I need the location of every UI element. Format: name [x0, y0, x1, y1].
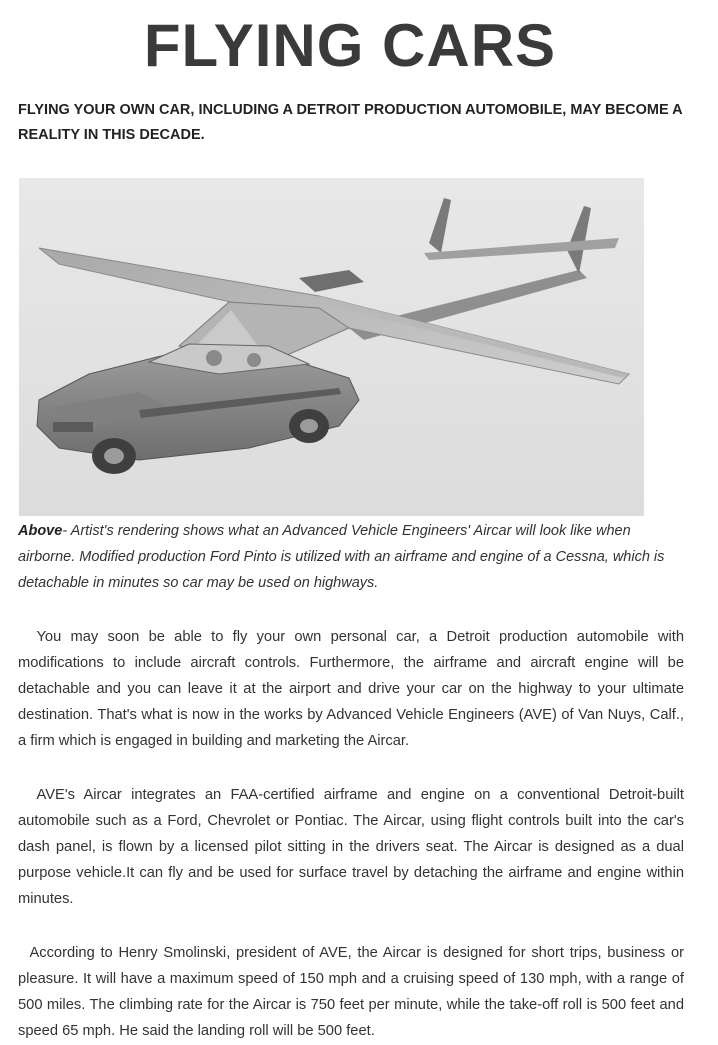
body-paragraph: You may soon be able to fly your own personal car, a Detroit production automobile with modifications to include aircraft controls. Furthermore, the airframe and aircraft engine will be detachable and you can leave it at the airport and drive your car on the highway to your ultimate destination. That's what is now in the works by Advanced Vehicle Engineers (AVE) of Van Nuys, Calf., a firm which is engaged in building and marketing the Aircar.: [18, 629, 684, 749]
caption-lead: Above: [18, 523, 63, 539]
body-paragraph: According to Henry Smolinski, president of AVE, the Aircar is designed for short trips, business or pleasure. It will have a maximum speed of 150 mph and a cruising speed of 130 mph, with a range of 500 miles. The climbing rate for the Aircar is 750 feet per minute, while the take-off roll is 500 feet and speed 65 mph. He said the landing roll will be 500 feet.: [18, 945, 684, 1039]
caption-text: - Artist's rendering shows what an Advanced Vehicle Engineers' Aircar will look like when airborne. Modified production Ford Pinto is utilized with an airframe and engine of a Cessna, which is detachable in minutes so car may be used on highways.: [18, 523, 665, 591]
photo-caption: [18, 518, 686, 596]
article-subtitle: FLYING YOUR OWN CAR, INCLUDING A DETROIT PRODUCTION AUTOMOBILE, MAY BECOME A REALITY IN THIS DECADE.: [18, 102, 683, 143]
page-title: FLYING CARS: [143, 12, 557, 79]
body-paragraph: AVE's Aircar integrates an FAA-certified airframe and engine on a conventional Detroit-built automobile such as a Ford, Chevrolet or Pontiac. The Aircar, using flight controls built into the car's dash panel, is flown by a licensed pilot sitting in the drivers seat. The Aircar is designed as a dual purpose vehicle.It can fly and be used for surface travel by detaching the airframe and engine within minutes.: [18, 787, 684, 907]
aircar-illustration: [19, 178, 644, 516]
